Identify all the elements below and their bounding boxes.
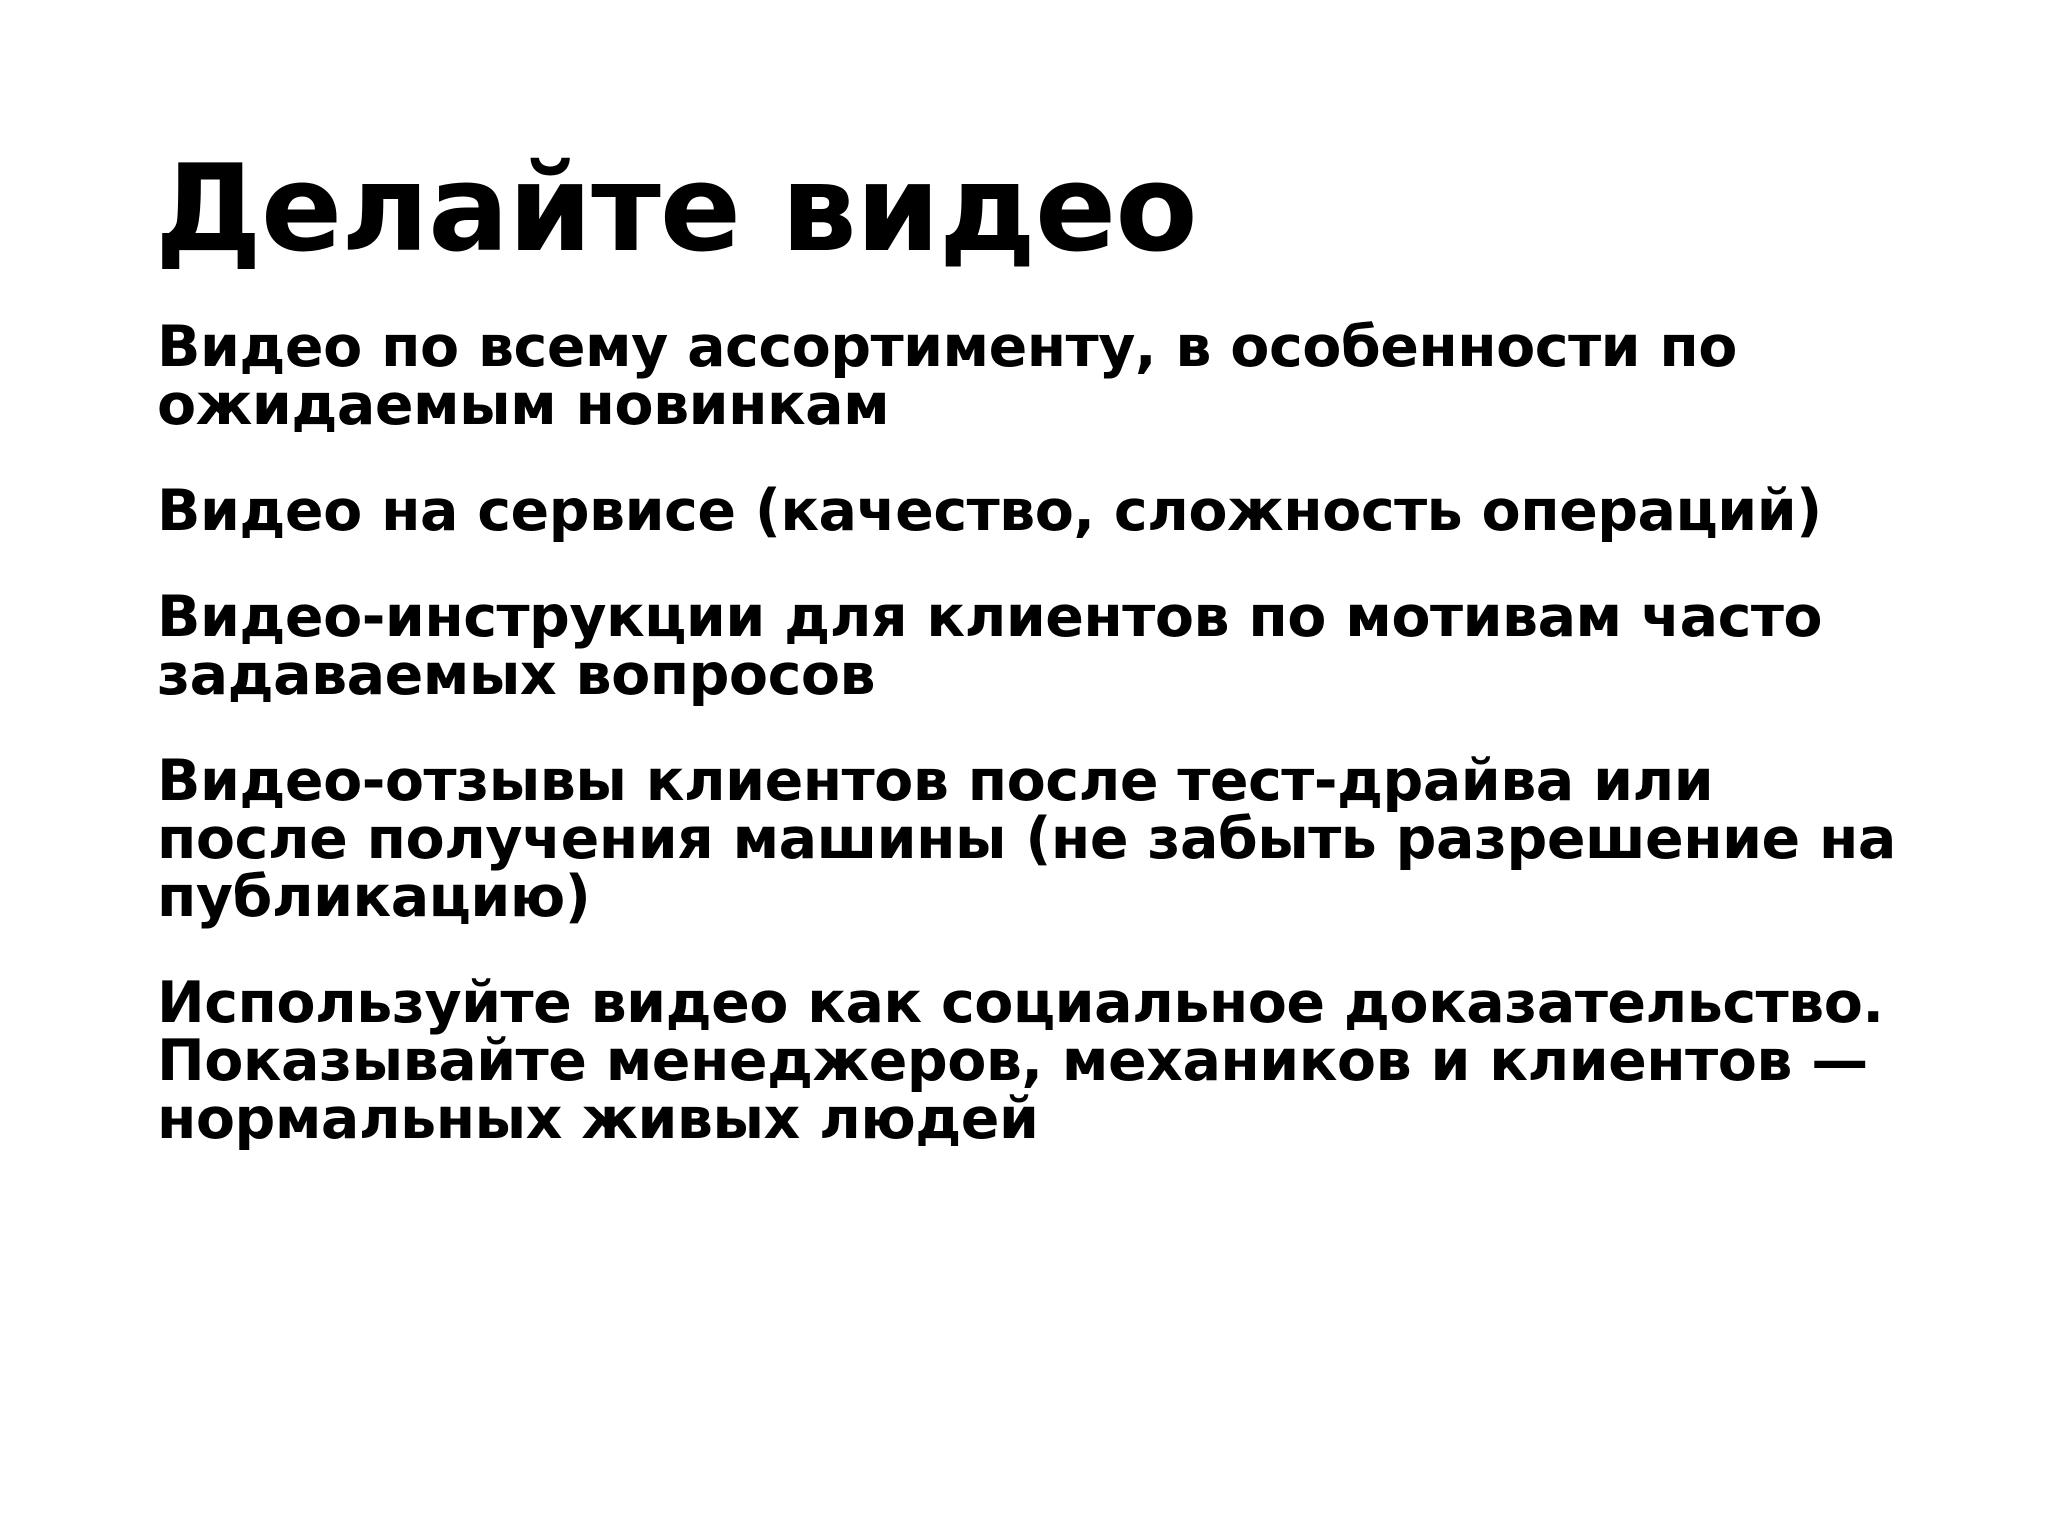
bullet-line: нормальных живых людей xyxy=(157,1086,1039,1152)
bullet-line: ожидаемым новинкам xyxy=(157,372,890,438)
slide-title: Делайте видео xyxy=(155,140,1197,279)
bullet-line: Видео по всему ассортименту, в особенности по xyxy=(157,314,1737,380)
bullet-line: после получения машины (не забыть разрешение на xyxy=(157,806,1896,872)
bullet-line: Видео-отзывы клиентов после тест-драйва или xyxy=(157,748,1714,814)
bullet-item xyxy=(157,584,1917,708)
bullet-line: Видео-инструкции для клиентов по мотивам часто xyxy=(157,584,1823,650)
bullet-line: Показывайте менеджеров, механиков и клиентов — xyxy=(157,1028,1868,1094)
bullet-item xyxy=(157,478,1917,544)
bullet-line: Используйте видео как социальное доказательство. xyxy=(157,970,1884,1036)
bullet-item xyxy=(157,748,1917,930)
bullet-list xyxy=(157,314,1917,1196)
bullet-line: публикацию) xyxy=(157,864,591,930)
bullet-line: Видео на сервисе (качество, сложность операций) xyxy=(157,478,1822,544)
bullet-line: задаваемых вопросов xyxy=(157,642,876,708)
bullet-item xyxy=(157,314,1917,438)
bullet-item xyxy=(157,970,1917,1152)
